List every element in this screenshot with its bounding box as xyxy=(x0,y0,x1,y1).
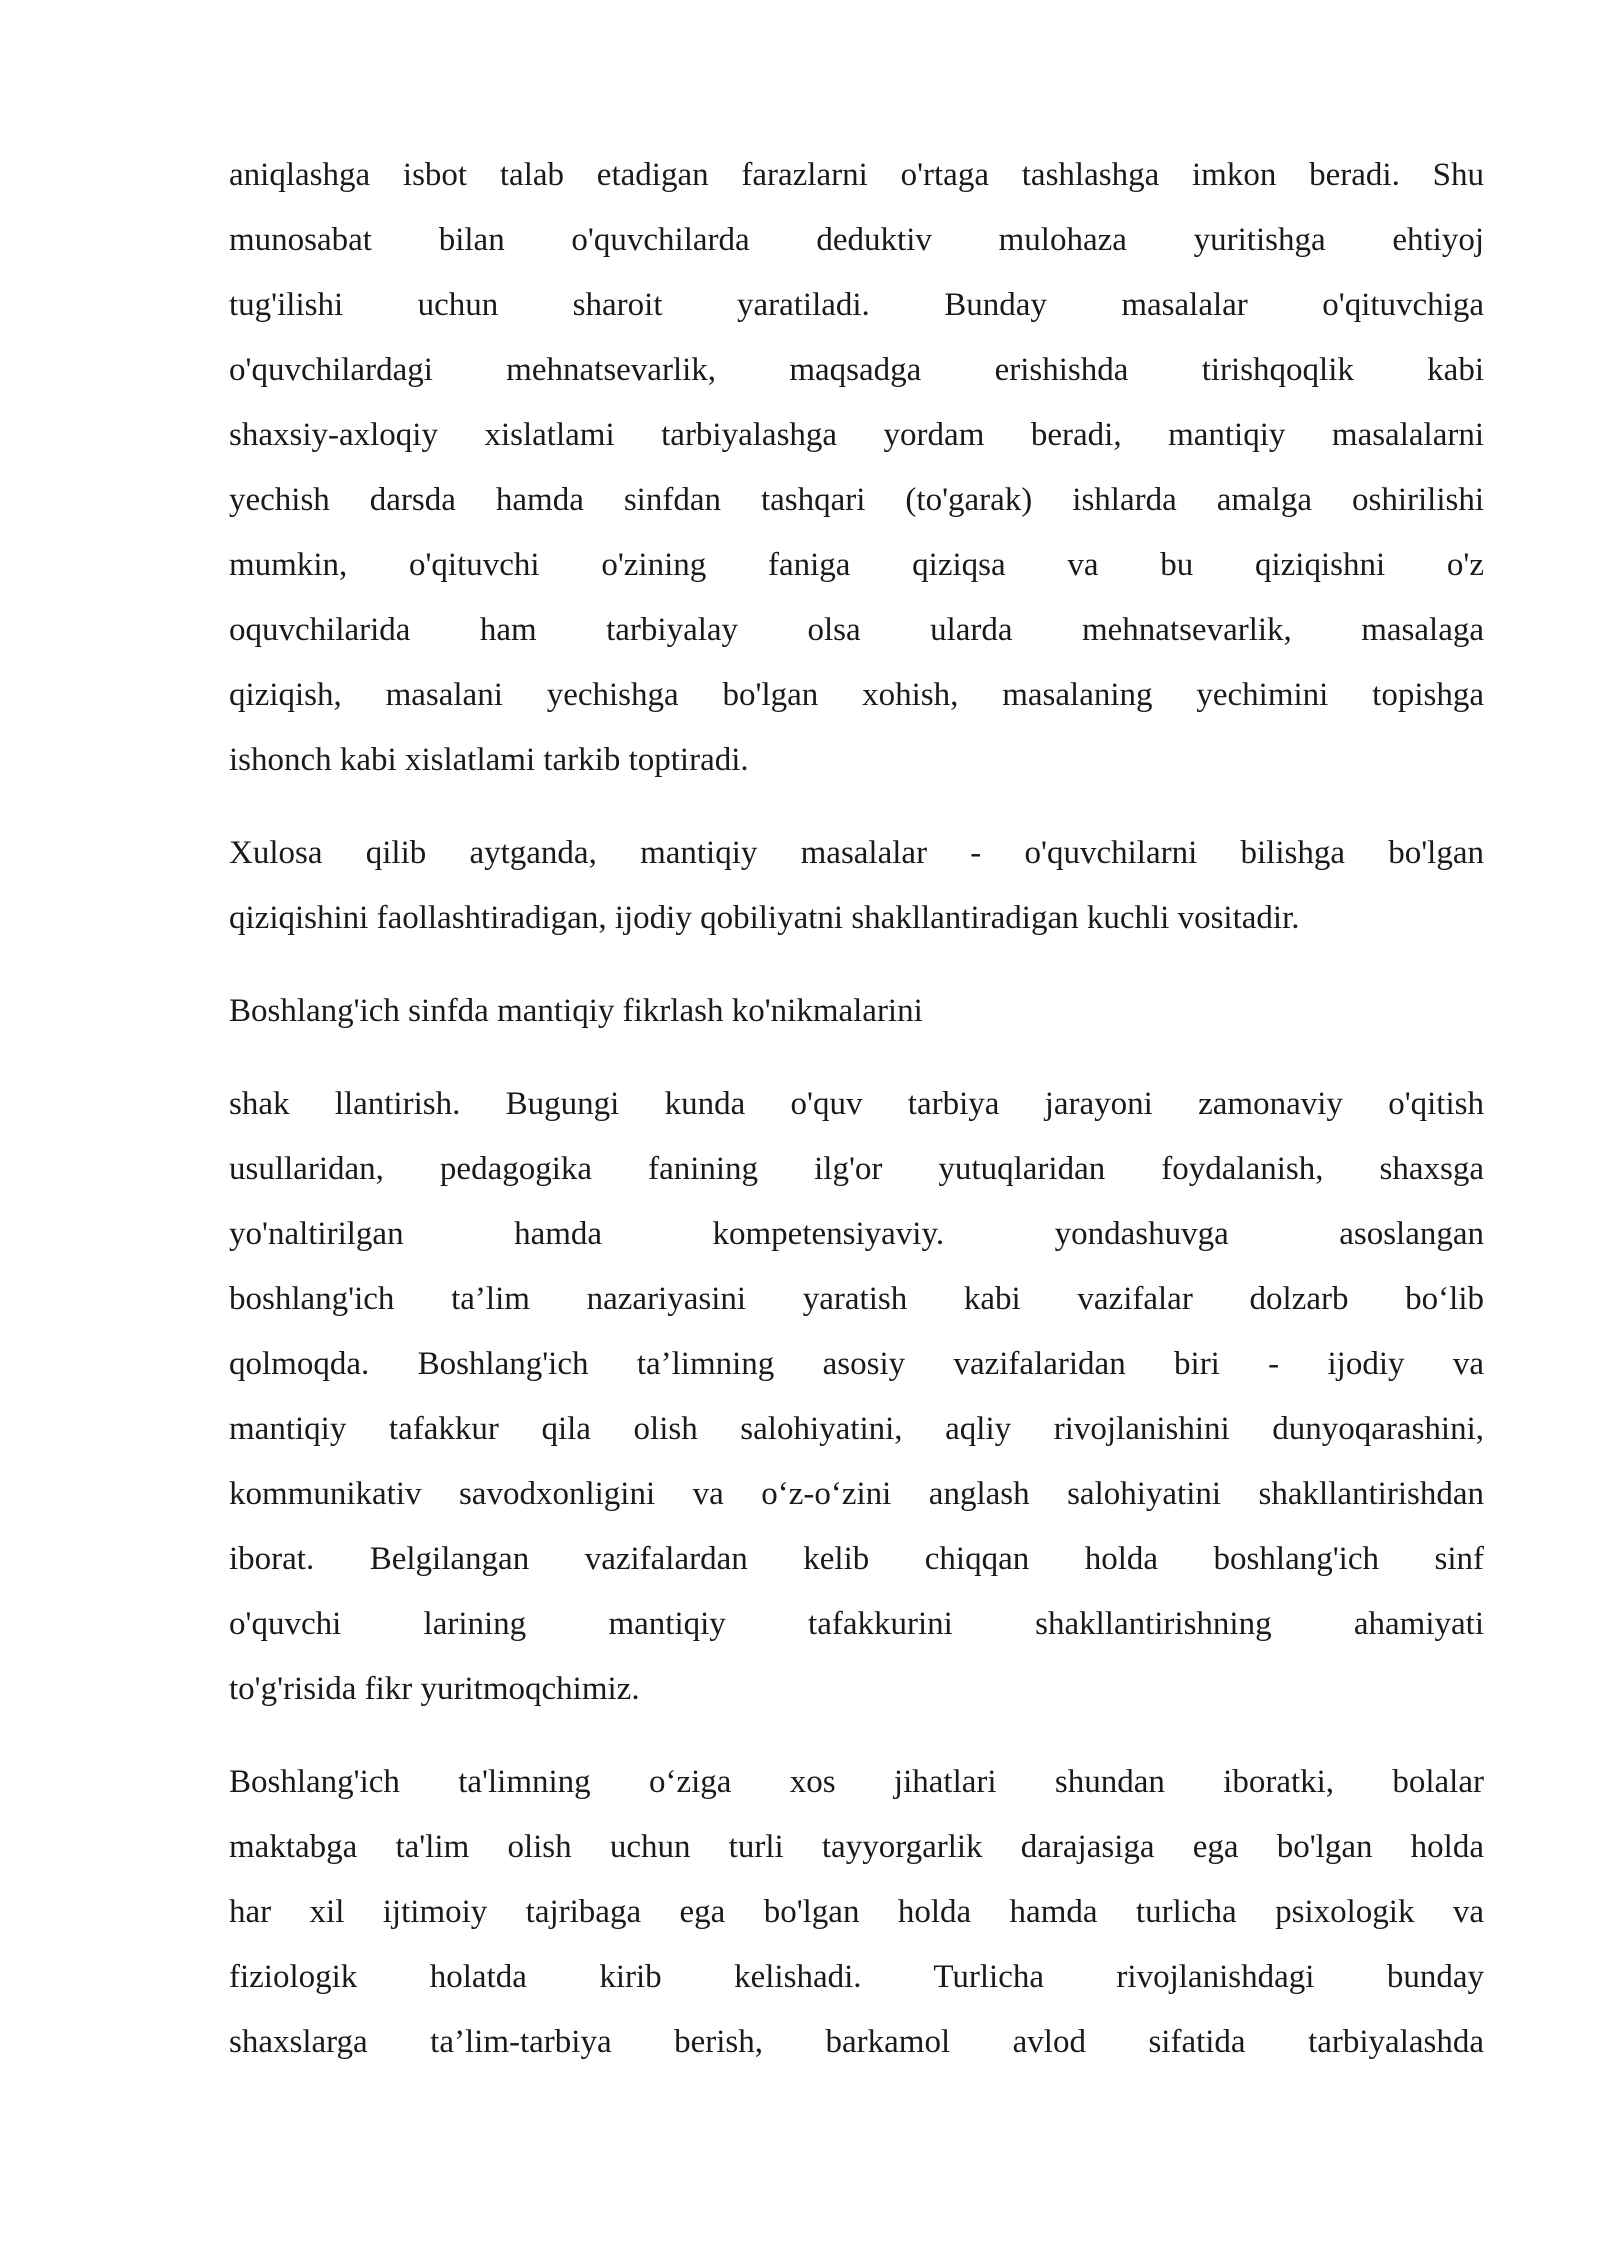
paragraph-logical-tasks xyxy=(229,143,1484,793)
paragraph-features xyxy=(229,1750,1484,2075)
paragraph-spacer xyxy=(229,793,1484,821)
paragraph-spacer xyxy=(229,1722,1484,1750)
text-line: fiziologik holatda kirib kelishadi. Turlicha rivojlanishdagi bunday xyxy=(229,1959,1484,1995)
text-line: iborat. Belgilangan vazifalardan kelib chiqqan holda boshlang'ich sinf xyxy=(229,1541,1484,1577)
text-line: o'quvchi larining mantiqiy tafakkurini shakllantirishning ahamiyati xyxy=(229,1606,1484,1642)
text-line: to'g'risida fikr yuritmoqchimiz. xyxy=(229,1671,640,1707)
text-line: shak llantirish. Bugungi kunda o'quv tarbiya jarayoni zamonaviy o'qitish xyxy=(229,1086,1484,1122)
text-line: munosabat bilan o'quvchilarda deduktiv mulohaza yuritishga ehtiyoj xyxy=(229,222,1484,258)
text-line: yo'naltirilgan hamda kompetensiyaviy. yondashuvga asoslangan xyxy=(229,1216,1484,1252)
text-line: usullaridan, pedagogika fanining ilg'or yutuqlaridan foydalanish, shaxsga xyxy=(229,1151,1484,1187)
text-line: qiziqishini faollashtiradigan, ijodiy qobiliyatni shakllantiradigan kuchli vositadir. xyxy=(229,900,1300,936)
text-line: ishonch kabi xislatlami tarkib toptiradi. xyxy=(229,742,749,778)
paragraph-spacer xyxy=(229,1044,1484,1072)
text-line: maktabga ta'lim olish uchun turli tayyorgarlik darajasiga ega bo'lgan holda xyxy=(229,1829,1484,1865)
text-line: qolmoqda. Boshlang'ich ta’limning asosiy vazifalaridan biri - ijodiy va xyxy=(229,1346,1484,1382)
text-line: kommunikativ savodxonligini va o‘z-o‘zini anglash salohiyatini shakllantirishdan xyxy=(229,1476,1484,1512)
paragraph-spacer xyxy=(229,951,1484,979)
text-line: Boshlang'ich ta'limning o‘ziga xos jihatlari shundan iboratki, bolalar xyxy=(229,1764,1484,1800)
text-line: mumkin, o'qituvchi o'zining faniga qiziqsa va bu qiziqishni o'z xyxy=(229,547,1484,583)
text-line: mantiqiy tafakkur qila olish salohiyatini, aqliy rivojlanishini dunyoqarashini, xyxy=(229,1411,1484,1447)
paragraph-conclusion xyxy=(229,821,1484,951)
text-line: yechish darsda hamda sinfdan tashqari (to'garak) ishlarda amalga oshirilishi xyxy=(229,482,1484,518)
paragraph-primary-education xyxy=(229,1072,1484,1722)
text-line: qiziqish, masalani yechishga bo'lgan xohish, masalaning yechimini topishga xyxy=(229,677,1484,713)
document-body xyxy=(229,143,1484,2075)
text-line: har xil ijtimoiy tajribaga ega bo'lgan holda hamda turlicha psixologik va xyxy=(229,1894,1484,1930)
text-line: o'quvchilardagi mehnatsevarlik, maqsadga erishishda tirishqoqlik kabi xyxy=(229,352,1484,388)
text-line: Xulosa qilib aytganda, mantiqiy masalalar - o'quvchilarni bilishga bo'lgan xyxy=(229,835,1484,871)
text-line: oquvchilarida ham tarbiyalay olsa ularda mehnatsevarlik, masalaga xyxy=(229,612,1484,648)
text-line: tug'ilishi uchun sharoit yaratiladi. Bunday masalalar o'qituvchiga xyxy=(229,287,1484,323)
text-line: Boshlang'ich sinfda mantiqiy fikrlash ko'nikmalarini xyxy=(229,993,923,1029)
text-line: boshlang'ich ta’lim nazariyasini yaratish kabi vazifalar dolzarb bo‘lib xyxy=(229,1281,1484,1317)
text-line: aniqlashga isbot talab etadigan farazlarni o'rtaga tashlashga imkon beradi. Shu xyxy=(229,157,1484,193)
text-line: shaxslarga ta’lim-tarbiya berish, barkamol avlod sifatida tarbiyalashda xyxy=(229,2024,1484,2060)
section-heading xyxy=(229,979,1484,1044)
text-line: shaxsiy-axloqiy xislatlami tarbiyalashga yordam beradi, mantiqiy masalalarni xyxy=(229,417,1484,453)
